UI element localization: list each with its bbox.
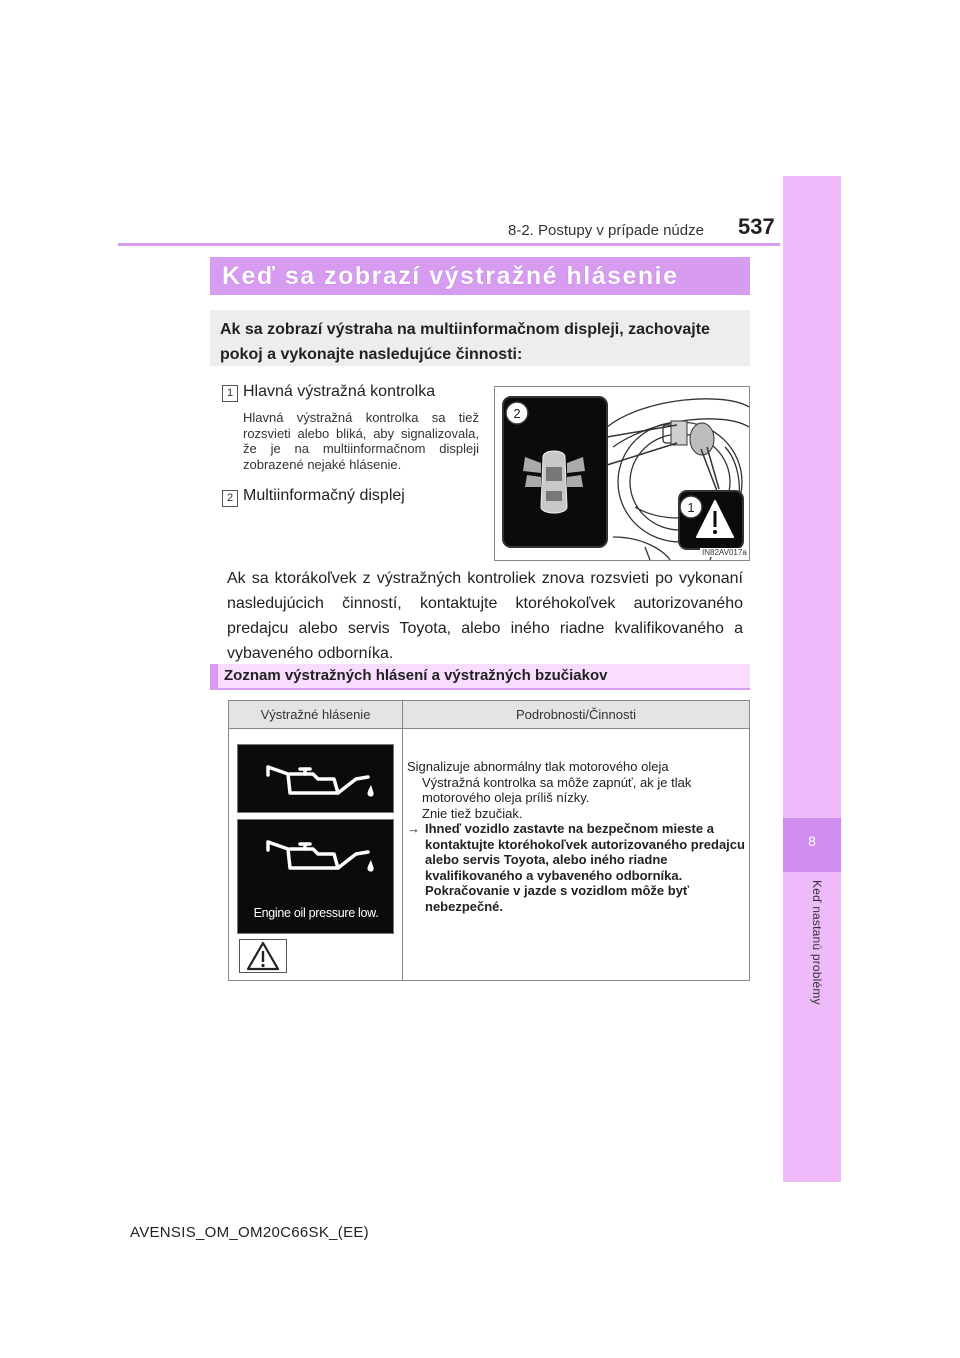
chapter-number: 8 xyxy=(808,833,816,849)
details-action-2: Pokračovanie v jazde s vozidlom môže byť nebezpečné. xyxy=(425,883,690,914)
details-line-1: Signalizuje abnormálny tlak motorového oleja xyxy=(407,759,669,774)
illustration-code: IN82AV017a xyxy=(702,548,747,557)
callout-1-label: 1 xyxy=(687,500,695,515)
intro-box: Ak sa zobrazí výstraha na multiinformačnom displeji, zachovajte pokoj a vykonajte nasledujúce činnosti: xyxy=(210,310,750,366)
details-action xyxy=(407,821,745,883)
chapter-label: Keď nastanú problémy xyxy=(810,880,824,1005)
item-description-1: Hlavná výstražná kontrolka sa tiež rozsvieti alebo bliká, aby signalizovala, že je na multiinformačnom displeji zobrazené nejaké hlásenie. xyxy=(243,410,479,472)
oil-can-icon xyxy=(238,820,393,900)
info-paragraph: Ak sa ktorákoľvek z výstražných kontroliek znova rozsvieti po vykonaní nasledujúcich činností, kontaktujte ktoréhokoľvek autorizovaného predajcu alebo servis Toyota, alebo iného riadne kvalifikovaného a vybaveného odborníka. xyxy=(227,570,743,662)
warning-triangle-icon xyxy=(240,940,286,972)
master-warning-box xyxy=(239,939,287,973)
item-number-2: 2 xyxy=(222,490,238,507)
page-title: Keď sa zobrazí výstražné hlásenie xyxy=(222,261,679,290)
section-subheading: Zoznam výstražných hlásení a výstražných bzučiakov xyxy=(210,664,750,690)
callout-2-label: 2 xyxy=(513,406,521,421)
oil-warning-display xyxy=(237,744,394,813)
item-title-2: Multiinformačný displej xyxy=(243,487,405,504)
dashboard-drawing xyxy=(495,387,749,560)
page-title-bar xyxy=(210,257,750,295)
table-header-message: Výstražné hlásenie xyxy=(260,707,371,722)
chapter-side-tab xyxy=(783,176,841,1182)
item-title-1: Hlavná výstražná kontrolka xyxy=(243,383,436,400)
item-number-1: 1 xyxy=(222,385,238,402)
table-header-details: Podrobnosti/Činnosti xyxy=(516,707,636,722)
section-reference: 8-2. Postupy v prípade núdze xyxy=(508,222,704,239)
page-number: 537 xyxy=(738,214,775,239)
warning-table xyxy=(228,700,750,981)
details-line-2: Výstražná kontrolka sa môže zapnúť, ak je tlak motorového oleja príliš nízky. xyxy=(422,774,692,805)
oil-pressure-display xyxy=(237,819,394,934)
dashboard-illustration xyxy=(494,386,750,561)
display-message-text: Engine oil pressure low. xyxy=(253,906,379,920)
details-line-3: Znie tiež bzučiak. xyxy=(422,805,523,821)
document-footer: AVENSIS_OM_OM20C66SK_(EE) xyxy=(130,1224,369,1241)
header-divider xyxy=(118,243,780,246)
arrow-icon: → xyxy=(407,821,420,836)
table-column-divider xyxy=(402,701,403,980)
table-header-row xyxy=(229,701,749,729)
oil-can-icon xyxy=(238,745,393,812)
warning-details xyxy=(407,759,745,914)
details-action-text: Ihneď vozidlo zastavte na bezpečnom mieste a kontaktujte ktoréhokoľvek autorizovaného predajcu alebo servis Toyota, alebo iného riadne kvalifikovaného a vybaveného odborníka. xyxy=(425,821,745,883)
